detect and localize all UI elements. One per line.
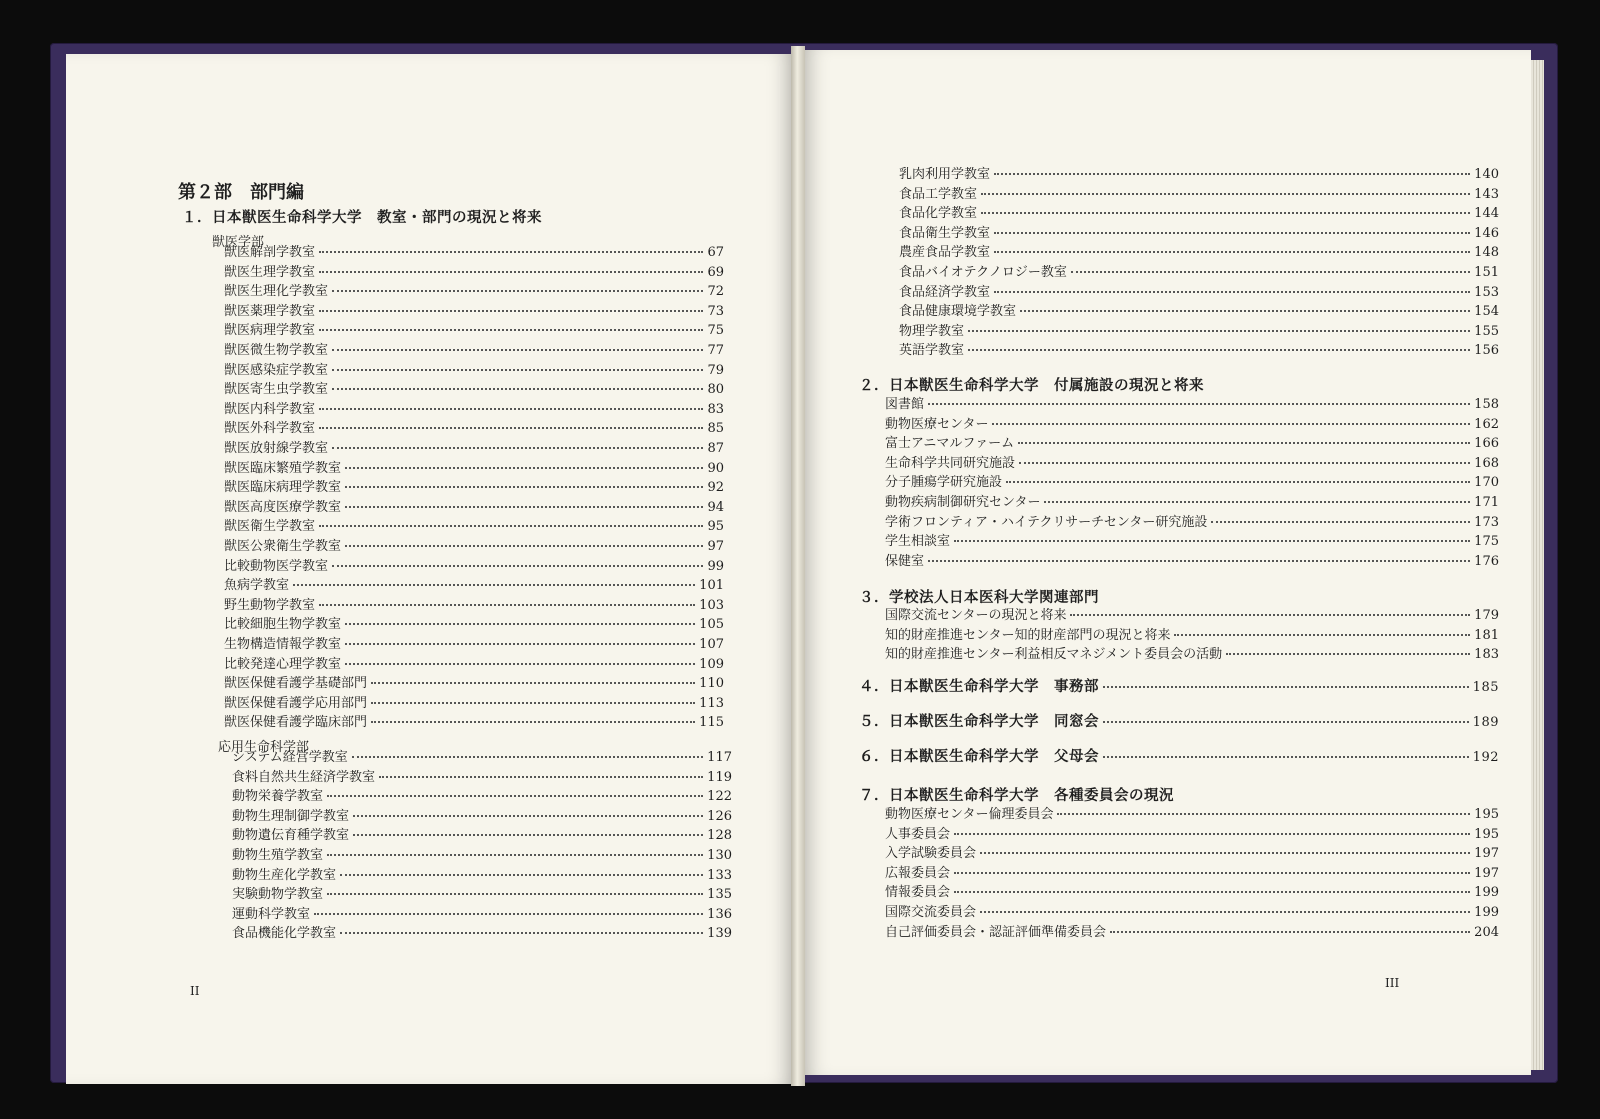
dot-leader — [1110, 930, 1470, 933]
dot-leader — [345, 505, 703, 508]
toc-entry — [224, 479, 724, 497]
dot-leader — [954, 890, 1470, 893]
toc-entry-page: 92 — [707, 480, 724, 496]
toc-entry-page: 136 — [707, 906, 732, 922]
toc-entry-label: 富士アニマルファーム — [885, 436, 1015, 452]
left-page — [66, 54, 794, 1084]
toc-entry — [899, 264, 1499, 282]
toc-entry-label: 物理学教室 — [899, 323, 965, 339]
toc-entry-page: 115 — [699, 715, 724, 731]
toc-entry-page: 148 — [1474, 245, 1499, 261]
toc-entry — [224, 322, 724, 340]
page-number-right: III — [1385, 976, 1400, 990]
toc-entry-label: 獣医生理化学教室 — [224, 284, 329, 300]
toc-entry-label: 動物疾病制御研究センター — [885, 495, 1041, 510]
dot-leader — [327, 853, 703, 856]
toc-entry-label: 農産食品学教室 — [899, 245, 991, 261]
toc-entry-label: 食品衛生学教室 — [899, 225, 991, 241]
toc-entry-label: 実験動物学教室 — [232, 887, 324, 903]
toc-entry-label: 動物生殖学教室 — [232, 848, 324, 863]
toc-entry-label: 動物生理制御学教室 — [232, 808, 350, 824]
toc-entry-label: 情報委員会 — [885, 885, 951, 901]
toc-entry-label: 動物医療センター — [885, 416, 989, 432]
toc-entry-page: 146 — [1474, 225, 1499, 241]
toc-entry — [224, 616, 724, 634]
toc-entry — [224, 401, 724, 419]
dot-leader — [980, 851, 1470, 854]
toc-entry-label: 食品工学教室 — [899, 186, 978, 202]
dot-leader — [954, 871, 1470, 874]
toc-entry-label: 広報委員会 — [885, 865, 951, 881]
toc-entry-label: 動物遺伝育種学教室 — [232, 828, 350, 844]
toc-entry — [232, 788, 732, 806]
dot-leader — [1044, 500, 1470, 503]
toc-entry — [224, 499, 724, 517]
dot-leader — [1018, 441, 1470, 444]
toc-entry-label: 人事委員会 — [885, 826, 951, 842]
toc-entry-page: 140 — [1474, 167, 1499, 182]
toc-entry — [885, 865, 1499, 883]
toc-entry-label: 図書館 — [885, 397, 925, 412]
toc-entry-page: 105 — [699, 617, 724, 633]
toc-entry-page: 168 — [1474, 455, 1499, 471]
toc-entry-page: 156 — [1474, 343, 1499, 359]
toc-entry-page: 67 — [707, 245, 724, 260]
toc-entry — [885, 924, 1499, 942]
toc-entry — [224, 420, 724, 438]
toc-entry — [885, 455, 1499, 473]
dot-leader — [994, 172, 1470, 175]
toc-entry — [885, 806, 1499, 824]
toc-entry-label: 国際交流委員会 — [885, 905, 977, 920]
dot-leader — [1020, 309, 1470, 312]
right-page — [803, 50, 1531, 1075]
dot-leader — [1174, 633, 1470, 636]
toc-entry — [224, 381, 724, 399]
toc-entry-label: 食品機能化学教室 — [232, 926, 337, 942]
toc-entry — [232, 867, 732, 885]
toc-entry — [899, 284, 1499, 302]
toc-entry-page: 162 — [1474, 416, 1499, 432]
toc-entry-label: 獣医解剖学教室 — [224, 245, 316, 260]
dot-leader — [994, 250, 1470, 253]
dot-leader — [371, 681, 695, 684]
dot-leader — [1019, 461, 1470, 464]
toc-entry — [224, 656, 724, 674]
toc-entry-label: 食品経済学教室 — [899, 284, 991, 300]
toc-entry-label: 乳肉利用学教室 — [899, 167, 991, 182]
toc-entry-page: 113 — [699, 695, 724, 711]
toc-entry — [899, 342, 1499, 360]
toc-entry — [899, 323, 1499, 341]
toc-entry-page: 117 — [707, 750, 732, 765]
dot-leader — [371, 720, 695, 723]
toc-entry — [885, 553, 1499, 571]
toc-entry-label: 獣医寄生虫学教室 — [224, 382, 329, 398]
toc-entry — [885, 494, 1499, 512]
toc-entry-page: 179 — [1474, 608, 1499, 623]
toc-entry — [899, 303, 1499, 321]
dot-leader — [319, 407, 703, 410]
toc-entry-label: 魚病学教室 — [224, 578, 290, 594]
dot-leader — [345, 642, 695, 645]
dot-leader — [319, 603, 695, 606]
toc-entry-label: 獣医内科学教室 — [224, 401, 316, 417]
dot-leader — [319, 328, 703, 331]
dot-leader — [954, 539, 1470, 542]
toc-entry — [224, 675, 724, 693]
dot-leader — [1006, 480, 1470, 483]
toc-entry-label: 比較細胞生物学教室 — [224, 617, 342, 633]
toc-entry-page: 153 — [1474, 284, 1499, 300]
dot-leader — [345, 466, 703, 469]
dot-leader — [332, 348, 703, 351]
toc-entry — [232, 749, 732, 767]
toc-entry-page: 197 — [1474, 865, 1499, 881]
toc-entry-label: 入学試験委員会 — [885, 846, 977, 862]
toc-entry-page: 166 — [1474, 436, 1499, 452]
dot-leader — [981, 211, 1470, 214]
toc-entry-label: 獣医衛生学教室 — [224, 519, 316, 535]
dot-leader — [319, 270, 703, 273]
toc-entry-label: 獣医感染症学教室 — [224, 362, 329, 378]
toc-entry — [224, 362, 724, 380]
dot-leader — [992, 422, 1470, 425]
toc-entry — [885, 514, 1499, 532]
dot-leader — [340, 873, 703, 876]
toc-entry-label: 生命科学共同研究施設 — [885, 455, 1016, 471]
toc-entry-label: 動物栄養学教室 — [232, 789, 324, 805]
toc-entry-label: 獣医臨床病理学教室 — [224, 480, 342, 496]
dot-leader — [1211, 520, 1470, 523]
part-title: 第２部 部門編 — [178, 182, 304, 203]
toc-entry — [885, 904, 1499, 922]
toc-entry-page: 155 — [1474, 323, 1499, 339]
toc-entry-page: 90 — [707, 460, 724, 476]
toc-entry-label: 獣医生理学教室 — [224, 264, 316, 280]
toc-entry — [885, 435, 1499, 453]
toc-entry — [224, 460, 724, 478]
faculty-applied-life-title: 応用生命科学部 — [218, 740, 310, 755]
dot-leader — [327, 794, 703, 797]
dot-leader — [345, 662, 695, 665]
toc-entry-label: 食品健康環境学教室 — [899, 304, 1017, 320]
toc-entry — [224, 538, 724, 556]
toc-entry — [899, 166, 1499, 184]
dot-leader — [345, 544, 703, 547]
dot-leader — [319, 524, 703, 527]
toc-entry — [224, 244, 724, 262]
toc-entry-page: 107 — [699, 637, 724, 652]
toc-entry — [232, 925, 732, 943]
toc-entry-label: 英語学教室 — [899, 343, 965, 359]
dot-leader — [332, 368, 703, 371]
toc-entry-page: 97 — [707, 539, 724, 554]
toc-entry — [899, 244, 1499, 262]
toc-entry-page: 175 — [1474, 534, 1499, 550]
toc-entry-label: 動物医療センター倫理委員会 — [885, 807, 1054, 822]
dot-leader — [345, 485, 703, 488]
section-3-title: ３．学校法人日本医科大学関連部門 — [859, 589, 1099, 606]
toc-entry-label: 食品バイオテクノロジー教室 — [899, 265, 1067, 280]
dot-leader — [327, 892, 703, 895]
toc-entry-label: 学生相談室 — [885, 534, 951, 550]
toc-entry — [232, 808, 732, 826]
toc-entry-page: 171 — [1474, 495, 1499, 510]
toc-entry — [885, 533, 1499, 551]
toc-entry-label: 獣医保健看護学臨床部門 — [224, 715, 368, 731]
toc-entry — [232, 906, 732, 924]
toc-entry-page: 195 — [1474, 807, 1499, 822]
toc-entry — [224, 283, 724, 301]
toc-entry-page: 204 — [1474, 924, 1499, 940]
book-gutter — [791, 46, 805, 1086]
toc-entry-page: 135 — [707, 887, 732, 903]
toc-entry-label: 獣医高度医療学教室 — [224, 499, 342, 515]
toc-entry — [885, 627, 1499, 645]
toc-entry — [224, 597, 724, 615]
dot-leader — [981, 192, 1470, 195]
toc-entry-page: 128 — [707, 828, 732, 844]
toc-entry-page: 183 — [1474, 647, 1499, 663]
toc-entry — [899, 225, 1499, 243]
toc-entry-label: 動物生産化学教室 — [232, 867, 337, 883]
toc-entry — [232, 827, 732, 845]
toc-entry-label: 食料自然共生経済学教室 — [232, 769, 376, 785]
dot-leader — [371, 701, 695, 704]
toc-entry — [899, 205, 1499, 223]
toc-entry-label: 獣医微生物学教室 — [224, 343, 329, 358]
toc-entry-page: 75 — [707, 323, 724, 339]
toc-entry — [224, 558, 724, 576]
toc-entry-page: 72 — [707, 284, 724, 300]
dot-leader — [1226, 652, 1470, 655]
toc-entry-page: 197 — [1474, 846, 1499, 862]
toc-entry — [232, 769, 732, 787]
dot-leader — [353, 833, 703, 836]
toc-entry-label: 食品化学教室 — [899, 206, 978, 222]
toc-entry-label: システム経営学教室 — [232, 750, 348, 765]
toc-entry — [885, 474, 1499, 492]
toc-entry — [224, 264, 724, 282]
toc-entry-label: 分子腫瘍学研究施設 — [885, 475, 1003, 491]
toc-entry-label: 知的財産推進センター利益相反マネジメント委員会の活動 — [885, 647, 1223, 663]
dot-leader — [319, 309, 703, 312]
toc-entry-page: 126 — [707, 808, 732, 824]
section-5-entry: ５．日本獣医生命科学大学 同窓会 189 — [859, 713, 1499, 730]
toc-entry-page: 199 — [1474, 905, 1499, 920]
toc-entry — [224, 303, 724, 321]
toc-entry — [885, 396, 1499, 414]
toc-entry-page: 173 — [1474, 514, 1499, 530]
toc-entry-label: 生物構造情報学教室 — [224, 637, 342, 652]
dot-leader — [319, 250, 703, 253]
dot-leader — [332, 564, 703, 567]
toc-entry-page: 154 — [1474, 304, 1499, 320]
toc-entry-label: 知的財産推進センター知的財産部門の現況と将来 — [885, 627, 1171, 643]
dot-leader — [352, 755, 703, 758]
dot-leader — [345, 622, 695, 625]
toc-entry — [885, 826, 1499, 844]
dot-leader — [314, 912, 703, 915]
page-number-left: II — [190, 984, 200, 998]
toc-entry — [224, 636, 724, 654]
dot-leader — [340, 931, 703, 934]
dot-leader — [928, 402, 1470, 405]
toc-entry-page: 99 — [707, 558, 724, 574]
dot-leader — [968, 329, 1470, 332]
dot-leader — [293, 583, 695, 586]
toc-entry-page: 143 — [1474, 186, 1499, 202]
toc-entry-label: 獣医保健看護学基礎部門 — [224, 676, 368, 692]
toc-entry-page: 181 — [1474, 627, 1499, 643]
toc-entry-page: 79 — [707, 362, 724, 378]
dot-leader — [353, 814, 703, 817]
toc-entry — [885, 416, 1499, 434]
toc-entry — [885, 646, 1499, 664]
toc-entry-page: 109 — [699, 656, 724, 672]
toc-entry-page: 170 — [1474, 475, 1499, 491]
toc-entry-label: 保健室 — [885, 553, 925, 569]
dot-leader — [1057, 812, 1470, 815]
toc-entry-page: 176 — [1474, 553, 1499, 569]
dot-leader — [1071, 270, 1470, 273]
toc-entry-label: 獣医臨床繁殖学教室 — [224, 460, 342, 476]
dot-leader — [332, 289, 703, 292]
toc-entry-page: 151 — [1474, 265, 1499, 280]
toc-entry-page: 94 — [707, 499, 724, 515]
toc-entry-page: 144 — [1474, 206, 1499, 222]
toc-entry-label: 学術フロンティア・ハイテクリサーチセンター研究施設 — [885, 514, 1208, 530]
toc-entry — [224, 714, 724, 732]
toc-entry — [885, 845, 1499, 863]
toc-entry — [224, 518, 724, 536]
dot-leader — [968, 348, 1470, 351]
section-7-title: ７．日本獣医生命科学大学 各種委員会の現況 — [859, 787, 1174, 804]
toc-entry-label: 比較発達心理学教室 — [224, 656, 342, 672]
toc-entry-label: 獣医保健看護学応用部門 — [224, 695, 368, 711]
toc-entry — [224, 342, 724, 360]
dot-leader — [994, 231, 1470, 234]
dot-leader — [994, 290, 1470, 293]
toc-entry — [224, 577, 724, 595]
toc-entry-page: 110 — [699, 676, 724, 692]
dot-leader — [980, 910, 1470, 913]
toc-entry-page: 199 — [1474, 885, 1499, 901]
toc-entry-page: 69 — [707, 264, 724, 280]
toc-entry-page: 87 — [707, 441, 724, 456]
toc-entry-page: 119 — [707, 769, 732, 785]
toc-entry — [224, 695, 724, 713]
toc-entry-page: 73 — [707, 303, 724, 319]
toc-entry-page: 122 — [707, 789, 732, 805]
dot-leader — [332, 446, 703, 449]
toc-entry — [885, 884, 1499, 902]
toc-entry-label: 獣医公衆衛生学教室 — [224, 539, 342, 554]
toc-entry — [885, 607, 1499, 625]
toc-entry-page: 195 — [1474, 826, 1499, 842]
toc-entry-label: 国際交流センターの現況と将来 — [885, 608, 1067, 623]
toc-entry-page: 85 — [707, 421, 724, 437]
toc-entry-page: 158 — [1474, 397, 1499, 412]
toc-entry — [224, 440, 724, 458]
toc-entry-page: 80 — [707, 382, 724, 398]
toc-entry-label: 比較動物医学教室 — [224, 558, 329, 574]
toc-entry-label: 野生動物学教室 — [224, 597, 316, 613]
section-4-entry: ４．日本獣医生命科学大学 事務部 185 — [859, 678, 1499, 695]
section-1-title: １．日本獣医生命科学大学 教室・部門の現況と将来 — [182, 209, 542, 226]
toc-entry-label: 獣医薬理学教室 — [224, 303, 316, 319]
dot-leader — [319, 426, 703, 429]
dot-leader — [332, 387, 703, 390]
dot-leader — [954, 832, 1470, 835]
toc-entry-page: 83 — [707, 401, 724, 417]
toc-entry-label: 獣医放射線学教室 — [224, 441, 329, 456]
toc-entry-page: 103 — [699, 597, 724, 613]
toc-entry — [899, 186, 1499, 204]
toc-entry-page: 77 — [707, 343, 724, 358]
dot-leader — [928, 559, 1470, 562]
section-2-title: ２．日本獣医生命科学大学 付属施設の現況と将来 — [859, 377, 1204, 394]
toc-entry — [232, 886, 732, 904]
toc-entry-label: 運動科学教室 — [232, 906, 311, 922]
toc-entry-page: 133 — [707, 867, 732, 883]
toc-entry-page: 101 — [699, 578, 724, 594]
toc-entry-label: 獣医病理学教室 — [224, 323, 316, 339]
toc-entry-label: 獣医外科学教室 — [224, 421, 316, 437]
dot-leader — [379, 775, 703, 778]
section-6-entry: ６．日本獣医生命科学大学 父母会 192 — [859, 748, 1499, 765]
toc-entry-page: 139 — [707, 926, 732, 942]
toc-entry-page: 95 — [707, 519, 724, 535]
faculty-veterinary-title: 獣医学部 — [212, 235, 265, 250]
toc-entry-label: 自己評価委員会・認証評価準備委員会 — [885, 924, 1107, 940]
toc-entry — [232, 847, 732, 865]
dot-leader — [1070, 613, 1470, 616]
toc-entry-page: 130 — [707, 848, 732, 863]
